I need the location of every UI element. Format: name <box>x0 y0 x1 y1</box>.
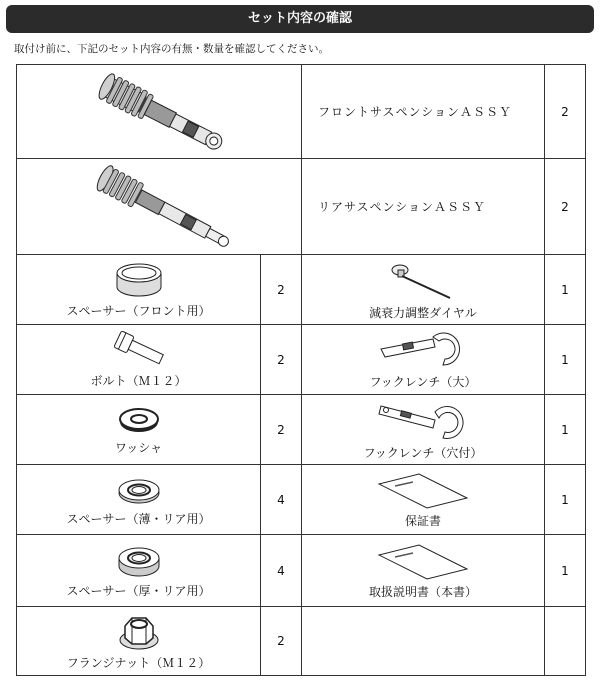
table-row <box>17 607 586 676</box>
item-qty: 1 <box>545 325 586 395</box>
bolt-icon <box>109 330 169 370</box>
thick-spacer-icon <box>112 542 166 580</box>
table-row <box>17 325 586 395</box>
item-qty: 1 <box>545 465 586 535</box>
item-cell <box>17 255 261 325</box>
item-cell <box>17 395 261 465</box>
rear-suspension-icon <box>74 162 244 252</box>
item-name: フランジナット（Ｍ１２） <box>66 655 211 670</box>
item-name: リアサスペンションＡＳＳＹ <box>302 159 545 255</box>
table-row <box>17 465 586 535</box>
item-cell <box>17 325 261 395</box>
item-cell <box>302 255 545 325</box>
item-cell-empty <box>302 607 545 676</box>
item-cell <box>17 607 261 676</box>
washer-icon <box>114 403 164 437</box>
hook-wrench-icon <box>373 329 473 371</box>
spacer-ring-icon <box>112 260 166 300</box>
table-row <box>17 159 586 255</box>
front-suspension-icon <box>79 69 239 155</box>
flange-nut-icon <box>116 612 162 652</box>
item-qty: 2 <box>261 255 302 325</box>
item-cell <box>302 535 545 607</box>
hook-wrench-hole-icon <box>373 398 473 442</box>
thin-spacer-icon <box>112 472 166 508</box>
table-row <box>17 255 586 325</box>
item-qty: 2 <box>261 395 302 465</box>
adjust-dial-icon <box>378 258 468 302</box>
table-row <box>17 65 586 159</box>
item-cell <box>302 325 545 395</box>
item-name: フックレンチ（穴付） <box>363 446 483 460</box>
item-qty: 1 <box>545 255 586 325</box>
item-name: ワッシャ <box>114 441 163 455</box>
item-qty: 2 <box>261 325 302 395</box>
intro-text: 取付け前に、下記のセット内容の有無・数量を確認してください。 <box>14 43 329 55</box>
item-image-cell <box>17 159 302 255</box>
item-qty: 2 <box>545 159 586 255</box>
item-name: スペーサー（薄・リア用） <box>66 512 211 526</box>
item-qty: 2 <box>545 65 586 159</box>
item-qty: 2 <box>261 607 302 676</box>
item-name: スペーサー（フロント用） <box>66 304 211 318</box>
item-cell <box>17 535 261 607</box>
contents-table <box>16 64 586 676</box>
item-qty: 4 <box>261 535 302 607</box>
item-name: スペーサー（厚・リア用） <box>66 584 211 598</box>
item-cell <box>302 465 545 535</box>
warranty-doc-icon <box>373 470 473 510</box>
item-qty: 1 <box>545 535 586 607</box>
item-qty: 4 <box>261 465 302 535</box>
item-image-cell <box>17 65 302 159</box>
item-cell <box>302 395 545 465</box>
item-name: フックレンチ（大） <box>369 375 477 389</box>
item-cell <box>17 465 261 535</box>
manual-doc-icon <box>373 541 473 581</box>
item-qty-empty <box>545 607 586 676</box>
item-name: 保証書 <box>404 514 441 528</box>
item-name: 取扱説明書（本書） <box>368 585 477 599</box>
item-name: 減衰力調整ダイヤル <box>369 306 477 320</box>
item-name: フロントサスペンションＡＳＳＹ <box>302 65 545 159</box>
table-row <box>17 535 586 607</box>
item-name: ボルト（Ｍ１２） <box>90 374 187 388</box>
item-qty: 1 <box>545 395 586 465</box>
page-title: セット内容の確認 <box>6 5 594 33</box>
table-row <box>17 395 586 465</box>
